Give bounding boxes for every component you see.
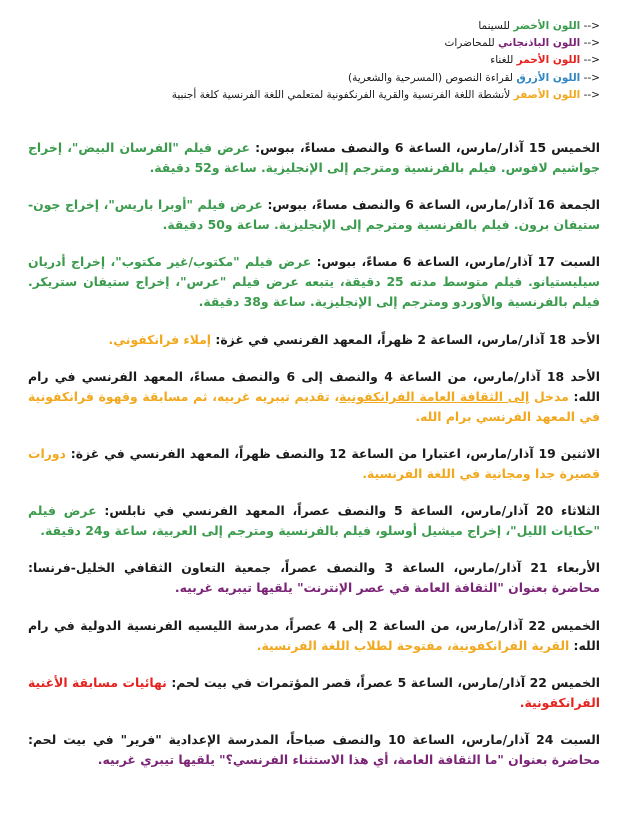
legend-row-singing — [200, 52, 600, 69]
event-description: عرض فيلم "حكايات الليل"، إخراج ميشيل أوسلو، فيلم بالفرنسية ومترجم إلى العربية، ساعة و24 دقيقة. — [28, 503, 600, 539]
color-legend — [171, 18, 600, 104]
event-heading: الخميس 22 آذار/مارس، الساعة 5 عصراً، قصر المؤتمرات في بيت لحم — [176, 674, 601, 690]
event-heading: الجمعة 16 آذار/مارس، الساعة 6 والنصف مساءً، ببوس — [272, 197, 600, 213]
legend-row-french-activities — [171, 87, 600, 104]
legend-row-readings — [200, 70, 600, 87]
event-separator: : — [250, 140, 261, 155]
event-item — [28, 138, 600, 178]
event-description: نهائيات مسابقة الأغنية الفرانكفونية. — [28, 674, 600, 710]
event-separator: : — [96, 503, 110, 519]
event-item — [28, 730, 600, 770]
event-heading: الثلاثاء 20 آذار/مارس، الساعة 5 والنصف عصراً، المعهد الفرنسي في نابلس — [109, 503, 600, 519]
event-separator: : — [568, 388, 579, 404]
event-separator: : — [569, 637, 579, 653]
event-item — [28, 501, 600, 541]
event-description: دورات قصيرة جدا ومجانية في اللغة الفرنسية. — [28, 445, 600, 481]
legend-color-name: اللون الأصفر — [513, 88, 581, 101]
legend-color-name: اللون الأزرق — [516, 71, 581, 84]
event-separator: : — [28, 731, 33, 747]
legend-row-lectures — [200, 35, 600, 52]
event-description: إملاء فرانكفوني. — [108, 331, 212, 347]
legend-desc: للغناء — [490, 54, 517, 67]
event-item — [28, 616, 600, 656]
event-item — [28, 330, 600, 350]
event-separator: : — [211, 331, 221, 347]
event-item — [28, 252, 600, 312]
event-heading: الأحد 18 آذار/مارس، الساعة 2 ظهراً، المعهد الفرنسي في غزة — [220, 331, 600, 347]
event-heading: السبت 17 آذار/مارس، الساعة 6 مساءً، ببوس — [321, 254, 600, 270]
event-heading: الخميس 15 آذار/مارس، الساعة 6 والنصف مساءً، ببوس — [260, 140, 600, 155]
event-list — [28, 138, 600, 787]
event-item — [28, 195, 600, 235]
event-description-intro: مدخل — [529, 388, 569, 404]
legend-desc: للمحاضرات — [444, 37, 499, 50]
event-description: ، تقديم تيبريه غربيه، ثم مسابقة وقهوة فرانكفونية في المعهد الفرنسي برام الله. — [28, 388, 600, 424]
arrow-icon: --> — [583, 71, 600, 84]
event-heading: الاثنين 19 آذار/مارس، اعتبارا من الساعة 12 والنصف ظهراً، المعهد الفرنسي في غزة — [75, 445, 600, 461]
event-description: محاضرة بعنوان "الثقافة العامة في عصر الإنترنت" يلقيها تيبريه غربيه. — [174, 580, 600, 596]
event-separator: : — [65, 445, 76, 461]
arrow-icon: --> — [583, 88, 600, 101]
event-description-underlined: إلى الثقافة العامة الفرانكفونية — [339, 388, 530, 404]
legend-color-name: اللون الباذنجاني — [498, 37, 581, 50]
event-description: عرض فيلم "أوبرا باريس"، إخراج جون-ستيفان برون. فيلم بالفرنسية ومترجم إلى الإنجليزية. ساعة و50 دقيقة. — [28, 197, 600, 233]
event-description: عرض فيلم "مكتوب/غير مكتوب"، إخراج أدريان سيليستيانو. فيلم متوسط مدته 25 دقيقة، يتبعه عرض فيلم "عرس"، إخراج ستيفان ستريكر. فيلم بالفرنسية والأوردو ومترجم إلى الإنجليزية. ساعة و38 دقيقة. — [28, 254, 600, 310]
legend-desc: لقراءة النصوص (المسرحية والشعرية) — [348, 71, 517, 84]
legend-row-cinema — [200, 18, 600, 35]
event-item — [28, 367, 600, 427]
event-separator: : — [28, 560, 33, 576]
event-description: عرض فيلم "الفرسان البيض"، إخراج جواشيم لافوس. فيلم بالفرنسية ومترجم إلى الإنجليزية. ساعة و52 دقيقة. — [28, 140, 600, 175]
arrow-icon: --> — [583, 54, 600, 67]
legend-color-name: اللون الأحمر — [516, 54, 581, 67]
event-heading: الأحد 18 آذار/مارس، من الساعة 4 والنصف إلى 6 والنصف مساءً، المعهد الفرنسي في رام الله — [28, 368, 601, 404]
event-item — [28, 444, 600, 484]
event-separator: : — [311, 254, 322, 270]
legend-desc: لأنشطة اللغة الفرنسية والقرية الفرنكفونية لمتعلمي اللغة الفرنسية كلغة أجنبية — [171, 88, 514, 101]
legend-desc: للسينما — [478, 20, 514, 32]
event-separator: : — [262, 197, 273, 213]
event-description: محاضرة بعنوان "ما الثقافة العامة، أي هذا الاستثناء الفرنسي؟" يلقيها تيبري غربيه. — [97, 751, 600, 767]
event-heading: السبت 24 آذار/مارس، الساعة 10 والنصف صباحاً، المدرسة الإعدادية "فرير" في بيت لحم — [32, 731, 600, 747]
event-heading: الأربعاء 21 آذار/مارس، الساعة 3 والنصف عصراً، جمعية التعاون الثقافي الخليل-فرنسا — [32, 560, 600, 576]
event-separator: : — [166, 674, 177, 690]
event-heading: الخميس 22 آذار/مارس، من الساعة 2 إلى 4 عصراً، مدرسة الليسيه الفرنسية الدولية في رام الله — [28, 617, 600, 653]
event-description: القرية الفرانكفونية، مفتوحة لطلاب اللغة الفرنسية. — [256, 637, 570, 653]
arrow-icon: --> — [583, 37, 600, 50]
arrow-icon: --> — [583, 20, 600, 32]
legend-color-name: اللون الأخضر — [513, 20, 581, 32]
event-item — [28, 558, 600, 598]
event-item — [28, 673, 600, 713]
